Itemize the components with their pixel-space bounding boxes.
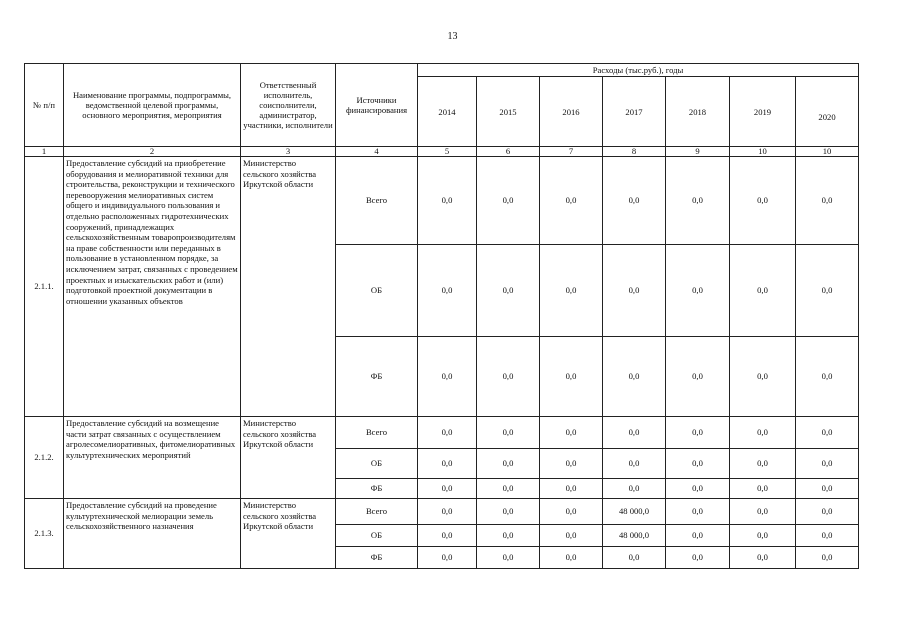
expense-value: 0,0 xyxy=(730,417,796,449)
year-2017: 2017 xyxy=(603,77,666,147)
expense-value: 0,0 xyxy=(540,525,603,547)
expense-value: 0,0 xyxy=(666,449,730,479)
expense-value: 0,0 xyxy=(418,547,477,569)
expense-value: 0,0 xyxy=(730,479,796,499)
budget-table xyxy=(24,63,859,569)
index-cell: 9 xyxy=(666,147,730,157)
expense-value: 0,0 xyxy=(418,525,477,547)
expense-value: 0,0 xyxy=(666,525,730,547)
expense-value: 0,0 xyxy=(477,337,540,417)
expense-value: 0,0 xyxy=(666,245,730,337)
funding-source: ФБ xyxy=(336,547,418,569)
row-number: 2.1.1. xyxy=(25,157,64,417)
executor: Министерство сельского хозяйства Иркутской области xyxy=(241,157,336,417)
funding-source: ФБ xyxy=(336,337,418,417)
index-cell: 8 xyxy=(603,147,666,157)
page-number: 13 xyxy=(447,31,458,42)
expense-value: 0,0 xyxy=(418,337,477,417)
expense-value: 0,0 xyxy=(477,499,540,525)
year-2019: 2019 xyxy=(730,77,796,147)
header-executor: Ответственный исполнитель, соисполнители, администратор, участники, исполнители xyxy=(241,64,336,147)
expense-value: 0,0 xyxy=(540,245,603,337)
index-row xyxy=(25,147,859,157)
expense-value: 0,0 xyxy=(730,157,796,245)
expense-value: 0,0 xyxy=(477,479,540,499)
expense-value: 0,0 xyxy=(796,245,859,337)
expense-value: 0,0 xyxy=(418,449,477,479)
executor: Министерство сельского хозяйства Иркутской области xyxy=(241,499,336,569)
expense-value: 0,0 xyxy=(796,547,859,569)
table-row xyxy=(25,499,859,525)
header-name: Наименование программы, подпрограммы, ведомственной целевой программы, основного мероприятия, мероприятия xyxy=(64,64,241,147)
expense-value: 0,0 xyxy=(796,337,859,417)
expense-value: 0,0 xyxy=(477,547,540,569)
measure-name: Предоставление субсидий на приобретение оборудования и мелиоративной техники для строительства, реконструкции и технического перевооружения мелиоративных систем общего и индивидуального пользования и отдельно расположенных гидротехнических сооружений, принадлежащих сельскохозяйственным товаропроизводителям на праве собственности или переданных в пользование в установленном порядке, за исключением затрат, связанных с проведением проектных и изыскательских работ и (или) подготовкой проектной документации в отношении указанных объектов xyxy=(64,157,241,417)
row-number: 2.1.2. xyxy=(25,417,64,499)
header-row xyxy=(25,64,859,77)
year-2015: 2015 xyxy=(477,77,540,147)
measure-name: Предоставление субсидий на возмещение части затрат связанных с осуществлением агролесомелиоративных, фитомелиоративных культуртехнических мероприятий xyxy=(64,417,241,499)
funding-source: ОБ xyxy=(336,245,418,337)
index-cell: 10 xyxy=(730,147,796,157)
header-source: Источники финансирования xyxy=(336,64,418,147)
expense-value: 0,0 xyxy=(666,479,730,499)
expense-value: 0,0 xyxy=(796,449,859,479)
expense-value: 0,0 xyxy=(540,499,603,525)
expense-value: 0,0 xyxy=(477,157,540,245)
funding-source: ОБ xyxy=(336,525,418,547)
index-cell: 6 xyxy=(477,147,540,157)
expense-value: 0,0 xyxy=(730,525,796,547)
funding-source: Всего xyxy=(336,499,418,525)
expense-value: 0,0 xyxy=(666,499,730,525)
executor: Министерство сельского хозяйства Иркутской области xyxy=(241,417,336,499)
expense-value: 0,0 xyxy=(418,499,477,525)
funding-source: Всего xyxy=(336,417,418,449)
index-cell: 5 xyxy=(418,147,477,157)
expense-value: 0,0 xyxy=(603,157,666,245)
expense-value: 0,0 xyxy=(666,417,730,449)
funding-source: ФБ xyxy=(336,479,418,499)
table-row xyxy=(25,417,859,449)
index-cell: 4 xyxy=(336,147,418,157)
expense-value: 0,0 xyxy=(418,417,477,449)
expense-value: 0,0 xyxy=(540,479,603,499)
expense-value: 0,0 xyxy=(418,157,477,245)
year-2018: 2018 xyxy=(666,77,730,147)
index-cell: 1 xyxy=(25,147,64,157)
table-row xyxy=(25,157,859,245)
expense-value: 0,0 xyxy=(540,417,603,449)
index-cell: 7 xyxy=(540,147,603,157)
expense-value: 0,0 xyxy=(666,547,730,569)
measure-name: Предоставление субсидий на проведение культуртехнической мелиорации земель сельскохозяйственного назначения xyxy=(64,499,241,569)
header-num: № п/п xyxy=(25,64,64,147)
expense-value: 0,0 xyxy=(603,479,666,499)
expense-value: 0,0 xyxy=(477,449,540,479)
expense-value: 0,0 xyxy=(540,449,603,479)
year-2020: 2020 xyxy=(796,77,859,147)
expense-value: 0,0 xyxy=(796,417,859,449)
expense-value: 0,0 xyxy=(796,479,859,499)
expense-value: 0,0 xyxy=(603,449,666,479)
expense-value: 0,0 xyxy=(603,245,666,337)
expense-value: 0,0 xyxy=(540,157,603,245)
year-2016: 2016 xyxy=(540,77,603,147)
expense-value: 0,0 xyxy=(418,245,477,337)
expense-value: 0,0 xyxy=(477,525,540,547)
expense-value: 0,0 xyxy=(540,547,603,569)
expense-value: 0,0 xyxy=(796,525,859,547)
index-cell: 3 xyxy=(241,147,336,157)
expense-value: 0,0 xyxy=(603,547,666,569)
expense-value: 0,0 xyxy=(540,337,603,417)
index-cell: 2 xyxy=(64,147,241,157)
row-number: 2.1.3. xyxy=(25,499,64,569)
expense-value: 0,0 xyxy=(730,245,796,337)
index-cell: 10 xyxy=(796,147,859,157)
expense-value: 0,0 xyxy=(666,157,730,245)
header-expenses: Расходы (тыс.руб.), годы xyxy=(418,64,859,77)
expense-value: 0,0 xyxy=(477,245,540,337)
expense-value: 0,0 xyxy=(730,499,796,525)
expense-value: 0,0 xyxy=(666,337,730,417)
funding-source: ОБ xyxy=(336,449,418,479)
expense-value: 48 000,0 xyxy=(603,499,666,525)
year-2014: 2014 xyxy=(418,77,477,147)
expense-value: 0,0 xyxy=(603,417,666,449)
expense-value: 0,0 xyxy=(477,417,540,449)
funding-source: Всего xyxy=(336,157,418,245)
expense-value: 0,0 xyxy=(730,547,796,569)
expense-value: 48 000,0 xyxy=(603,525,666,547)
expense-value: 0,0 xyxy=(730,337,796,417)
expense-value: 0,0 xyxy=(796,157,859,245)
expense-value: 0,0 xyxy=(796,499,859,525)
expense-value: 0,0 xyxy=(418,479,477,499)
expense-value: 0,0 xyxy=(603,337,666,417)
expense-value: 0,0 xyxy=(730,449,796,479)
